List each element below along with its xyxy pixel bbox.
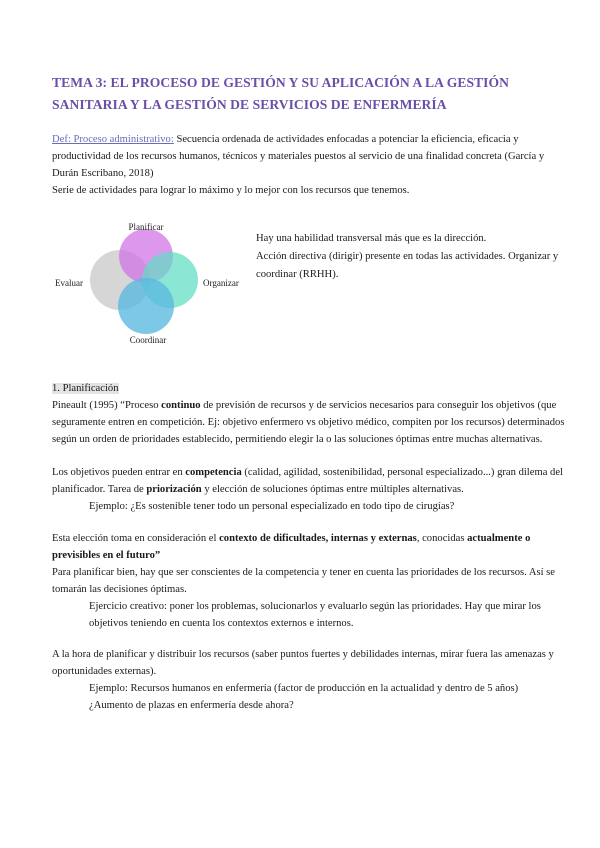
p2-line-3: Ejemplo: ¿Es sostenible tener todo un personal especializado en todo tipo de cirugías? bbox=[89, 501, 455, 512]
p3-line-5: Ejercicio creativo: poner los problemas, solucionarlos y evaluarlo según las prioridades. Hay que mirar los bbox=[89, 601, 541, 612]
definition-link[interactable]: Def: Proceso administrativo: bbox=[52, 134, 174, 145]
p2-line-1: Los objetivos pueden entrar en competencia (calidad, agilidad, sostenibilidad, personal especializado...) gran dilema del bbox=[52, 467, 563, 478]
process-venn-diagram bbox=[52, 220, 252, 350]
title-line-1: TEMA 3: EL PROCESO DE GESTIÓN Y SU APLICACIÓN A LA GESTIÓN bbox=[52, 75, 510, 90]
p2-line-2: planificador. Tarea de priorización y elección de soluciones óptimas entre múltiples alternativas. bbox=[52, 484, 464, 495]
title-line-2: SANITARIA Y LA GESTIÓN DE SERVICIOS DE ENFERMERÍA bbox=[52, 97, 447, 112]
side-text-3: coordinar (RRHH). bbox=[256, 269, 339, 280]
page-title bbox=[52, 72, 562, 116]
p4-line-4: ¿Aumento de plazas en enfermería desde ahora? bbox=[89, 700, 294, 711]
paragraph-competencia bbox=[52, 464, 563, 515]
p3-line-2: previsibles en el futuro” bbox=[52, 550, 161, 561]
venn-label-left: Evaluar bbox=[55, 278, 83, 288]
p3-line-1: Esta elección toma en consideración el contexto de dificultades, internas y externas, conocidas actualmente o bbox=[52, 533, 531, 544]
side-text-2: Acción directiva (dirigir) presente en todas las actividades. Organizar y bbox=[256, 251, 559, 262]
p1-line-2: seguramente entren en competición. Ej: objetivo enfermero vs objetivo médico, compiten por los recursos) determinados bbox=[52, 417, 565, 428]
p3-line-6: objetivos teniendo en cuenta los contextos externos e internos. bbox=[89, 618, 354, 629]
p3-line-4: tomarán las decisiones óptimas. bbox=[52, 584, 187, 595]
definition-text-3: Durán Escribano, 2018) bbox=[52, 168, 154, 179]
venn-label-bottom: Coordinar bbox=[129, 335, 167, 345]
definition-paragraph bbox=[52, 131, 544, 199]
definition-text-2: productividad de los recursos humanos, técnicos y materiales puestos al servicio de una finalidad concreta (García y bbox=[52, 151, 545, 162]
p4-line-3: Ejemplo: Recursos humanos en enfermería (factor de producción en la actualidad y dentro de 5 años) bbox=[89, 683, 519, 694]
venn-label-top: Planificar bbox=[128, 222, 164, 232]
venn-label-right: Organizar bbox=[203, 278, 239, 288]
definition-text-1: Secuencia ordenada de actividades enfocadas a potenciar la eficiencia, eficacia y bbox=[173, 134, 519, 145]
p1-line-3: según un orden de prioridades establecido, permitiendo elegir la o las soluciones óptimas entre muchas alternativas. bbox=[52, 434, 543, 445]
diagram-side-text bbox=[256, 230, 558, 284]
section-planificacion bbox=[52, 380, 564, 448]
p4-line-2: oportunidades externas). bbox=[52, 666, 157, 677]
side-text-1: Hay una habilidad transversal más que es la dirección. bbox=[256, 233, 487, 244]
p3-line-3: Para planificar bien, hay que ser conscientes de la competencia y tener en cuenta las prioridades de los recursos. Así se bbox=[52, 567, 556, 578]
paragraph-recursos bbox=[52, 646, 554, 714]
venn-svg bbox=[52, 220, 252, 350]
paragraph-contexto bbox=[52, 530, 555, 632]
section-heading: 1. Planificación bbox=[52, 383, 119, 394]
definition-text-4: Serie de actividades para lograr lo máximo y lo mejor con los recursos que tenemos. bbox=[52, 185, 410, 196]
p4-line-1: A la hora de planificar y distribuir los recursos (saber puntos fuertes y debilidades internas, mirar fuera las amenazas y bbox=[52, 649, 554, 660]
venn-circle-bottom bbox=[118, 278, 174, 334]
p1-line-1: Pineault (1995) “Proceso continuo de previsión de recursos y de servicios necesarios para conseguir los objetivos (que bbox=[52, 400, 557, 411]
